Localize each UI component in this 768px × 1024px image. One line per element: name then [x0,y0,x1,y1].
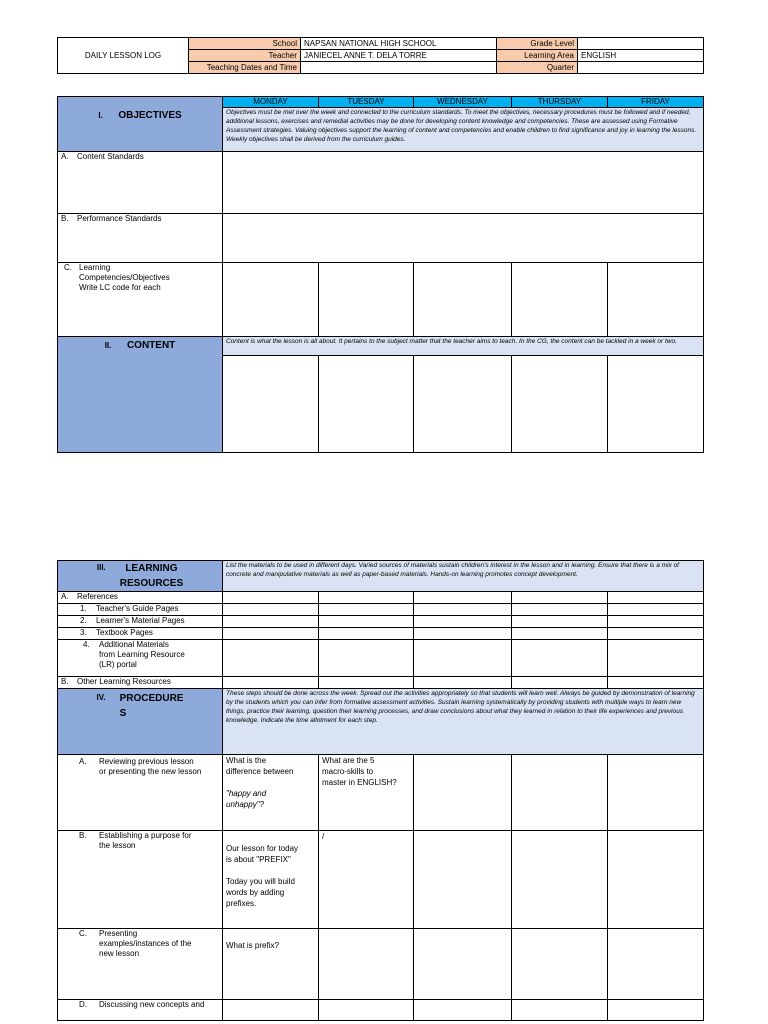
review-label [58,755,223,831]
purpose-fri[interactable] [608,831,704,929]
area-value: ENGLISH [578,50,704,62]
lm-mon[interactable] [223,616,319,628]
day-tuesday: TUESDAY [319,97,414,108]
r4-line2: from Learning Resource [99,650,185,659]
day-wednesday: WEDNESDAY [414,97,512,108]
c-line2: Competencies/Objectives [79,273,170,282]
other-resources-label [58,677,223,689]
lr-mon[interactable] [223,640,319,677]
tg-pages-label [58,604,223,616]
purpose-label [58,831,223,929]
lr-thu[interactable] [512,640,608,677]
tg-wed[interactable] [414,604,512,616]
pb-num: B. [79,831,87,840]
pc-line1: Presenting [99,929,138,938]
objectives-note: Objectives must be met over the week and connected to the curriculum standards. To meet the objectives, necessary procedures must be followed and if needed, additional lessons, exercises and remedial activities may be done for developing content knowledge and competencies. These are assessed using Formative Assessment strategies. Valuing objectives support the learning of content and competencies and enable children to find significance and joy in learning the lessons. Weekly objectives shall be derived from the curriculum guides. [223,108,704,152]
dates-label: Teaching Dates and Time [189,62,301,74]
dates-value[interactable] [301,62,497,74]
pc-line2: examples/instances of the [99,939,192,948]
content-wed[interactable] [414,356,512,453]
discussing-label [58,1000,223,1021]
ref-tue[interactable] [319,592,414,604]
tg-thu[interactable] [512,604,608,616]
presenting-fri[interactable] [608,929,704,1000]
other-fri[interactable] [608,677,704,689]
discussing-fri[interactable] [608,1000,704,1021]
purpose-wed[interactable] [414,831,512,929]
presenting-label [58,929,223,1000]
purpose-mon-line4: words by adding [226,888,285,897]
discussing-thu[interactable] [512,1000,608,1021]
objectives-table [57,96,704,453]
lm-thu[interactable] [512,616,608,628]
content-thu[interactable] [512,356,608,453]
review-tue[interactable] [319,755,414,831]
pa-line1: Reviewing previous lesson [99,757,194,766]
competencies-label [58,263,223,337]
pd-num: D. [79,1000,87,1009]
other-thu[interactable] [512,677,608,689]
c-num: C. [64,263,72,272]
other-wed[interactable] [414,677,512,689]
content-mon[interactable] [223,356,319,453]
competencies-fri[interactable] [608,263,704,337]
pd-line1: Discussing new concepts and [99,1000,205,1009]
content-standards-cell[interactable] [223,152,704,214]
resources-table [57,560,704,1021]
content-fri[interactable] [608,356,704,453]
r1-text: Teacher's Guide Pages [96,604,179,613]
lr-fri[interactable] [608,640,704,677]
pb-line1: Establishing a purpose for [99,831,192,840]
purpose-mon-line2: is about "PREFIX" [226,855,291,864]
discussing-mon[interactable] [223,1000,319,1021]
area-label: Learning Area [497,50,578,62]
r1-num: 1. [80,604,87,613]
lm-wed[interactable] [414,616,512,628]
other-num: B. [61,677,69,686]
a-num: A. [61,152,69,161]
tb-fri[interactable] [608,628,704,640]
quarter-value[interactable] [578,62,704,74]
a-text: Content Standards [77,152,144,161]
procedures-title2: S [119,708,127,719]
pa-num: A. [79,757,87,766]
lr-tue[interactable] [319,640,414,677]
review-mon-line4: unhappy"? [226,800,264,809]
content-standards-label [58,152,223,214]
content-heading [58,337,223,453]
competencies-thu[interactable] [512,263,608,337]
teacher-label: Teacher [189,50,301,62]
log-title: DAILY LESSON LOG [58,38,189,74]
content-note: Content is what the lesson is all about. It pertains to the subject matter that the teacher aims to teach. In the CG, the content can be tackled in a week or two. [223,337,704,356]
b-num: B. [61,214,69,223]
content-tue[interactable] [319,356,414,453]
competencies-tue[interactable] [319,263,414,337]
performance-standards-label [58,214,223,263]
purpose-mon-line1: Our lesson for today [226,844,299,853]
grade-value[interactable] [578,38,704,50]
tb-thu[interactable] [512,628,608,640]
pb-line2: the lesson [99,841,136,850]
teacher-value: JANIECEL ANNE T. DELA TORRE [301,50,497,62]
lm-tue[interactable] [319,616,414,628]
pa-line2: or presenting the new lesson [99,767,202,776]
resources-heading [58,561,223,592]
r4-line3: (LR) portal [99,660,137,669]
b-text: Performance Standards [77,214,162,223]
header-table [57,37,704,74]
day-monday: MONDAY [223,97,319,108]
textbook-pages-label [58,628,223,640]
ref-text: References [77,592,118,601]
r3-text: Textbook Pages [96,628,153,637]
review-tue-line1: What are the 5 [322,756,375,765]
resources-title1: LEARNING [125,563,178,574]
purpose-tue[interactable]: / [319,831,414,929]
objectives-heading [58,97,223,152]
tb-wed[interactable] [414,628,512,640]
resources-title2: RESOURCES [119,578,184,589]
c-line3: Write LC code for each [79,283,161,292]
content-num: II. [104,341,112,350]
lm-fri[interactable] [608,616,704,628]
grade-label: Grade Level [497,38,578,50]
other-text: Other Learning Resources [77,677,171,686]
presenting-wed[interactable] [414,929,512,1000]
review-tue-line2: macro-skills to [322,767,374,776]
review-fri[interactable] [608,755,704,831]
tg-mon[interactable] [223,604,319,616]
ref-thu[interactable] [512,592,608,604]
other-mon[interactable] [223,677,319,689]
r4-line1: Additional Materials [99,640,169,649]
references-label [58,592,223,604]
review-mon-line1: What is the [226,756,267,765]
procedures-title1: PROCEDURE [119,693,184,704]
c-line1: Learning [79,263,111,272]
review-tue-line3: master in ENGLISH? [322,778,397,787]
r4-num: 4. [83,640,90,649]
review-thu[interactable] [512,755,608,831]
quarter-label: Quarter [497,62,578,74]
lr-wed[interactable] [414,640,512,677]
competencies-mon[interactable] [223,263,319,337]
objectives-num: I. [98,111,103,120]
review-wed[interactable] [414,755,512,831]
r2-text: Learner's Material Pages [96,616,185,625]
content-title: CONTENT [126,340,176,351]
day-thursday: THURSDAY [512,97,608,108]
procedures-num: IV. [96,693,106,702]
pc-num: C. [79,929,87,938]
presenting-mon[interactable]: What is prefix? [223,929,319,1000]
lr-portal-label [58,640,223,677]
resources-num: III. [96,563,106,572]
presenting-tue[interactable] [319,929,414,1000]
ref-num: A. [61,592,69,601]
discussing-tue[interactable] [319,1000,414,1021]
presenting-thu[interactable] [512,929,608,1000]
objectives-title: OBJECTIVES [118,110,182,121]
purpose-mon[interactable] [223,831,319,929]
competencies-wed[interactable] [414,263,512,337]
review-mon-line3: "happy and [226,789,267,798]
r2-num: 2. [80,616,87,625]
tb-mon[interactable] [223,628,319,640]
review-mon[interactable] [223,755,319,831]
procedures-heading [58,689,223,755]
tb-tue[interactable] [319,628,414,640]
purpose-mon-line5: prefixes. [226,899,257,908]
school-value: NAPSAN NATIONAL HIGH SCHOOL [301,38,497,50]
review-mon-line2: difference between [226,767,294,776]
pc-line3: new lesson [99,949,140,958]
ref-wed[interactable] [414,592,512,604]
procedures-note: These steps should be done across the week. Spread out the activities appropriately so that students will learn well. Always be guided by demonstration of learning by the students which you can infer from formative assessment activities. Sustain learning systematically by providing students with multiple ways to learn new things, practice their learning, question their learning processes, and draw conclusions about what they learned in relation to their life experiences and previous knowledge. Indicate the time allotment for each step. [223,689,704,755]
tg-tue[interactable] [319,604,414,616]
day-friday: FRIDAY [608,97,704,108]
ref-mon[interactable] [223,592,319,604]
purpose-thu[interactable] [512,831,608,929]
other-tue[interactable] [319,677,414,689]
discussing-wed[interactable] [414,1000,512,1021]
tg-fri[interactable] [608,604,704,616]
r3-num: 3. [80,628,87,637]
purpose-mon-line3: Today you will build [226,877,295,886]
ref-fri[interactable] [608,592,704,604]
resources-note: List the materials to be used in different days. Varied sources of materials sustain children's interest in the lesson and in learning. Ensure that there is a mix of concrete and manipulative materials as well as paper-based materials. Hands-on learning promotes concept development. [223,561,704,592]
performance-standards-cell[interactable] [223,214,704,263]
lm-pages-label [58,616,223,628]
school-label: School [189,38,301,50]
